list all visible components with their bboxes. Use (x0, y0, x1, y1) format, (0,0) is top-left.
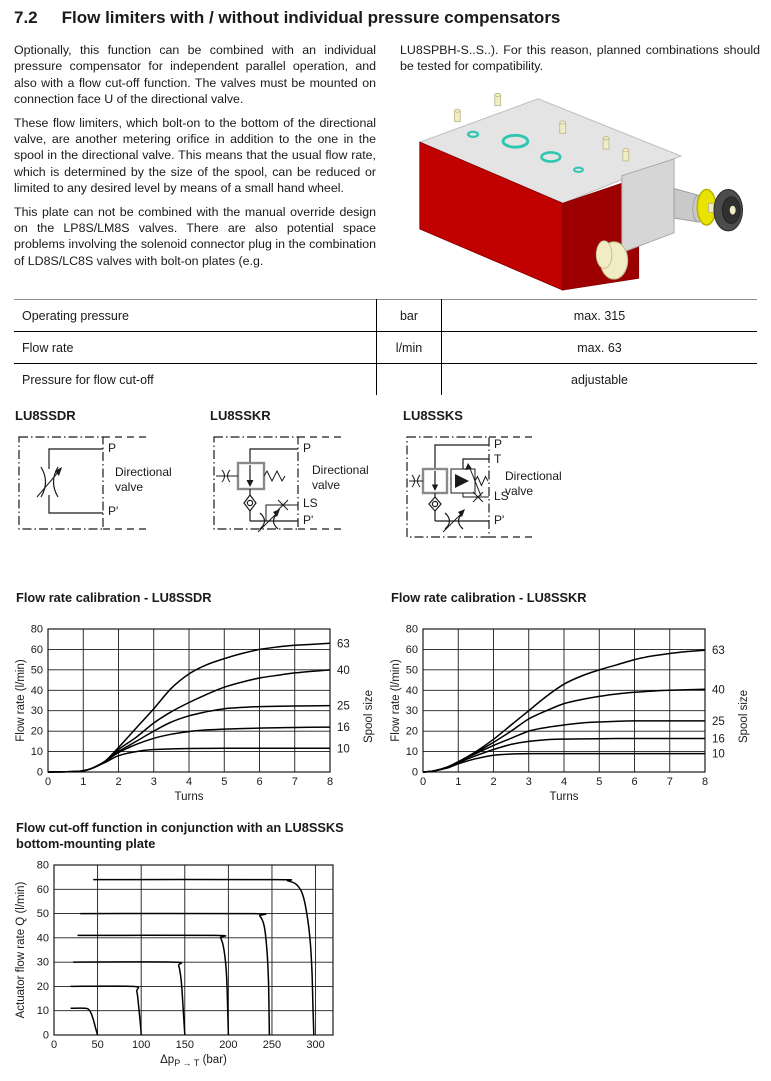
x-tick-label: 0 (50, 1039, 58, 1051)
port-label-p: P (303, 441, 312, 455)
section-number: 7.2 (14, 8, 38, 27)
y-tick-label: 20 (405, 725, 418, 738)
curve-label: 63 (337, 638, 350, 651)
spec-unit: l/min (377, 332, 442, 364)
schematic-lu8ssks (403, 408, 603, 549)
y-tick-label: 40 (405, 684, 418, 697)
y-tick-label: 0 (411, 766, 418, 779)
curve-41 (78, 935, 229, 1035)
x-tick-label: 5 (596, 776, 603, 788)
y-tick-label: 50 (30, 664, 43, 677)
chart-title: Flow rate calibration - LU8SSKR (391, 590, 587, 605)
port-label-p-prime: P' (108, 504, 119, 518)
y-tick-label: 40 (30, 684, 43, 697)
x-tick-label: 2 (115, 776, 122, 788)
y-tick-label: 50 (36, 908, 49, 921)
x-axis-label: $\Delta p_{P \to T}$ (bar) (160, 1054, 227, 1068)
paragraph: Optionally, this function can be combined with an individual pressure compensator for independent parallel operation, and also with a flow cut-off function. The valves must be mounted on connection face U of the directional valve. (14, 43, 376, 107)
curve-50 (80, 913, 269, 1035)
x-tick-label: 7 (291, 776, 298, 788)
y-tick-label: 80 (405, 623, 418, 636)
plot-border (54, 865, 333, 1035)
x-tick-label: 1 (80, 776, 87, 788)
y-tick-label: 10 (36, 1005, 49, 1018)
spec-unit: bar (377, 300, 442, 332)
chart-block-flow-cutoff (14, 820, 396, 1076)
y-tick-label: 80 (30, 623, 43, 636)
x-axis-label: Turns (174, 791, 204, 803)
schematic-title: LU8SSKS (403, 408, 463, 423)
y-tick-label: 60 (405, 643, 418, 656)
x-tick-label: 2 (490, 776, 497, 788)
x-tick-label: 6 (256, 776, 263, 788)
spec-value: adjustable (571, 372, 628, 387)
y-tick-label: 80 (36, 859, 49, 872)
chart-block-lu8sskr (389, 590, 764, 822)
y-tick-label: 0 (36, 766, 43, 779)
spec-value: max. 315 (442, 300, 758, 332)
curve-label: 10 (337, 743, 350, 756)
intro-columns (14, 42, 760, 292)
directional-valve-label: Directional valve (115, 465, 172, 494)
flow-cutoff-chart-lu8ssks (14, 855, 396, 1071)
spec-label: Pressure for flow cut-off (22, 372, 154, 387)
x-tick-label: 6 (631, 776, 638, 788)
port-label-ls: LS (494, 489, 509, 503)
x-tick-label: 5 (221, 776, 228, 788)
y-tick-label: 10 (405, 746, 418, 759)
x-tick-label: 8 (701, 776, 709, 788)
right-axis-label: Spool size (738, 689, 750, 744)
port-label-ls: LS (303, 496, 318, 510)
y-tick-label: 30 (36, 956, 49, 969)
x-tick-label: 3 (525, 776, 532, 788)
spec-table (14, 299, 757, 395)
y-tick-label: 60 (30, 643, 43, 656)
curve-64 (93, 880, 314, 1035)
y-tick-label: 20 (36, 980, 49, 993)
y-axis-label: Actuator flow rate Q (l/min) (15, 881, 27, 1019)
paragraph: This plate can not be combined with the manual override design on the LP8S/LM8S valves. There are also potential space problems involving the solenoid connector plug in the combination of LD8S/LC8S valves with bolt-on plates (e.g. (14, 204, 376, 268)
chart-block-lu8ssdr (14, 590, 389, 822)
schematic-title: LU8SSKR (210, 408, 271, 423)
y-axis-label: Flow rate (l/min) (15, 659, 27, 742)
x-tick-label: 4 (185, 776, 193, 788)
port-label-p: P (494, 437, 503, 451)
curve-label: 16 (337, 722, 350, 735)
y-tick-label: 20 (30, 725, 43, 738)
table-row (14, 364, 757, 396)
right-axis-label: Spool size (363, 689, 375, 744)
schematic-lu8ssdr (15, 408, 205, 545)
table-row (14, 300, 757, 332)
directional-valve-label: Directional valve (505, 469, 562, 498)
x-tick-label: 7 (666, 776, 673, 788)
spec-value: max. 63 (442, 332, 758, 364)
curve-30 (73, 962, 185, 1035)
x-tick-label: 3 (150, 776, 157, 788)
x-tick-label: 0 (44, 776, 52, 788)
spec-label: Operating pressure (14, 300, 377, 332)
section-title: Flow limiters with / without individual pressure compensators (61, 8, 561, 27)
curve-label: 16 (712, 733, 725, 746)
chart-title: Flow rate calibration - LU8SSDR (16, 590, 212, 605)
curve-11 (71, 1008, 98, 1035)
curve-label: 10 (712, 748, 725, 761)
y-tick-label: 30 (405, 705, 418, 718)
paragraph: These flow limiters, which bolt-on to the bottom of the directional valve, are another metering orifice in addition to the one in the spool in the directional valve. This means that the usual flow rate, which is determined by the size of the spool, can be reduced or limited to any desired level by means of a small hand wheel. (14, 115, 376, 196)
x-tick-label: 1 (455, 776, 462, 788)
port-label-p-prime: P' (303, 513, 314, 527)
y-tick-label: 0 (42, 1029, 49, 1042)
curve-label: 25 (337, 700, 350, 713)
intro-right-column (400, 42, 760, 292)
directional-valve-label: Directional valve (312, 463, 369, 492)
x-tick-label: 4 (560, 776, 568, 788)
x-tick-label: 250 (262, 1039, 282, 1051)
port-label-p: P (108, 441, 117, 455)
spec-unit (377, 364, 442, 396)
x-tick-label: 150 (175, 1039, 194, 1051)
valve-3d-illustration (410, 85, 745, 292)
y-tick-label: 10 (30, 746, 43, 759)
curve-label: 40 (712, 684, 725, 697)
y-tick-label: 40 (36, 932, 49, 945)
x-axis-label: Turns (549, 791, 579, 803)
x-tick-label: 50 (91, 1039, 104, 1051)
spec-label: Flow rate (14, 332, 377, 364)
port-label-p-prime: P' (494, 513, 505, 527)
y-tick-label: 60 (36, 883, 49, 896)
y-tick-label: 30 (30, 705, 43, 718)
chart-title: Flow cut-off function in conjunction with an LU8SSKS bottom-mounting plate (16, 820, 344, 851)
curve-label: 25 (712, 715, 725, 728)
table-row (14, 332, 757, 364)
x-tick-label: 100 (132, 1039, 151, 1051)
x-tick-label: 200 (219, 1039, 238, 1051)
curve-label: 40 (337, 664, 350, 677)
port-label-t: T (494, 452, 502, 466)
page-title (14, 8, 560, 28)
flow-rate-chart-lu8sskr (389, 609, 764, 817)
x-tick-label: 8 (326, 776, 334, 788)
x-tick-label: 300 (306, 1039, 325, 1051)
flow-rate-chart-lu8ssdr (14, 609, 389, 817)
schematic-title: LU8SSDR (15, 408, 76, 423)
curve-label: 63 (712, 645, 725, 658)
intro-left-column (14, 42, 376, 292)
y-tick-label: 50 (405, 664, 418, 677)
y-axis-label: Flow rate (l/min) (390, 659, 402, 742)
schematic-lu8sskr (210, 408, 400, 545)
paragraph: LU8SPBH-S..S..). For this reason, planned combinations should be tested for compatibility. (400, 43, 760, 74)
x-tick-label: 0 (419, 776, 427, 788)
